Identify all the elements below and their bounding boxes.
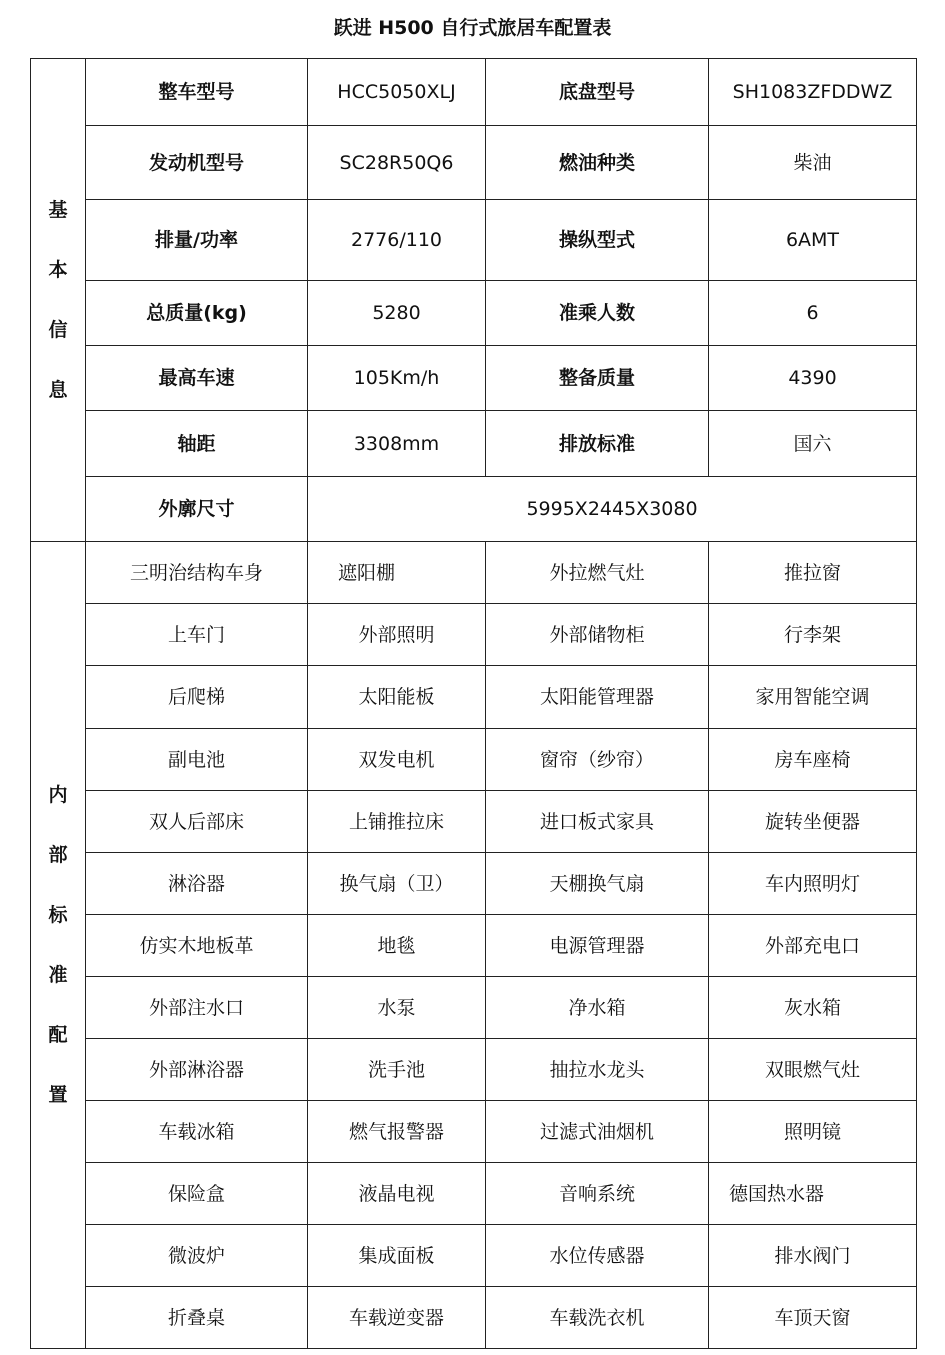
field-value: 柴油 [709, 126, 917, 200]
config-item: 淋浴器 [86, 853, 308, 915]
field-label: 排量/功率 [86, 200, 308, 281]
config-item: 地毯 [308, 915, 486, 977]
section-char: 息 [48, 379, 68, 401]
field-value: 105Km/h [308, 346, 486, 411]
dimension-value: 5995X2445X3080 [308, 477, 917, 542]
field-value: 6 [709, 281, 917, 346]
config-item: 车载冰箱 [86, 1101, 308, 1163]
field-value: 5280 [308, 281, 486, 346]
config-item: 上车门 [86, 604, 308, 666]
field-value: 2776/110 [308, 200, 486, 281]
config-item: 洗手池 [308, 1039, 486, 1101]
config-row [31, 853, 917, 915]
field-label: 最高车速 [86, 346, 308, 411]
section-char: 配 [48, 1024, 68, 1046]
config-item: 车载洗衣机 [486, 1287, 709, 1349]
config-item: 房车座椅 [709, 729, 917, 791]
config-item: 过滤式油烟机 [486, 1101, 709, 1163]
section-char: 基 [48, 199, 68, 221]
field-label: 准乘人数 [486, 281, 709, 346]
config-item: 太阳能管理器 [486, 666, 709, 729]
basic-row [31, 346, 917, 411]
field-label: 燃油种类 [486, 126, 709, 200]
field-value: 国六 [709, 411, 917, 477]
config-row [31, 729, 917, 791]
config-item: 太阳能板 [308, 666, 486, 729]
config-item: 灰水箱 [709, 977, 917, 1039]
config-item: 双人后部床 [86, 791, 308, 853]
config-row [31, 1225, 917, 1287]
config-item: 遮阳棚 [308, 542, 486, 604]
config-row [31, 666, 917, 729]
config-item: 外拉燃气灶 [486, 542, 709, 604]
config-row [31, 542, 917, 604]
config-item: 车顶天窗 [709, 1287, 917, 1349]
basic-row [31, 200, 917, 281]
config-item: 旋转坐便器 [709, 791, 917, 853]
dimension-row [31, 477, 917, 542]
config-item: 外部照明 [308, 604, 486, 666]
section-char: 标 [48, 904, 68, 926]
config-item: 外部充电口 [709, 915, 917, 977]
config-row [31, 1163, 917, 1225]
dimension-label: 外廓尺寸 [86, 477, 308, 542]
section-char: 内 [48, 784, 68, 806]
config-item: 行李架 [709, 604, 917, 666]
field-label: 整备质量 [486, 346, 709, 411]
config-item: 外部注水口 [86, 977, 308, 1039]
field-label: 整车型号 [86, 59, 308, 126]
basic-row [31, 59, 917, 126]
config-item: 抽拉水龙头 [486, 1039, 709, 1101]
config-item: 家用智能空调 [709, 666, 917, 729]
config-item: 水位传感器 [486, 1225, 709, 1287]
field-value: SC28R50Q6 [308, 126, 486, 200]
section-char: 信 [48, 319, 68, 341]
field-label: 总质量(kg) [86, 281, 308, 346]
section-char: 本 [48, 259, 68, 281]
config-item: 微波炉 [86, 1225, 308, 1287]
config-row [31, 1039, 917, 1101]
config-item: 集成面板 [308, 1225, 486, 1287]
config-item: 推拉窗 [709, 542, 917, 604]
field-value: 6AMT [709, 200, 917, 281]
field-value: 3308mm [308, 411, 486, 477]
config-item: 音响系统 [486, 1163, 709, 1225]
config-item: 外部储物柜 [486, 604, 709, 666]
basic-row [31, 411, 917, 477]
config-item: 液晶电视 [308, 1163, 486, 1225]
section-standard-config [31, 542, 86, 1349]
field-value: HCC5050XLJ [308, 59, 486, 126]
config-row [31, 1287, 917, 1349]
config-item: 净水箱 [486, 977, 709, 1039]
config-item: 折叠桌 [86, 1287, 308, 1349]
config-row [31, 1101, 917, 1163]
section-char: 部 [48, 844, 68, 866]
config-item: 双发电机 [308, 729, 486, 791]
config-item: 电源管理器 [486, 915, 709, 977]
config-item: 保险盒 [86, 1163, 308, 1225]
spec-table [30, 58, 917, 1349]
config-row [31, 791, 917, 853]
section-basic-info [31, 59, 86, 542]
field-label: 轴距 [86, 411, 308, 477]
basic-row [31, 281, 917, 346]
field-label: 排放标准 [486, 411, 709, 477]
config-row [31, 915, 917, 977]
config-item: 燃气报警器 [308, 1101, 486, 1163]
config-item: 仿实木地板革 [86, 915, 308, 977]
config-item: 三明治结构车身 [86, 542, 308, 604]
section-char: 置 [48, 1084, 68, 1106]
config-item: 后爬梯 [86, 666, 308, 729]
field-label: 发动机型号 [86, 126, 308, 200]
field-label: 底盘型号 [486, 59, 709, 126]
config-item: 车载逆变器 [308, 1287, 486, 1349]
config-item: 副电池 [86, 729, 308, 791]
config-item: 换气扇（卫） [308, 853, 486, 915]
document-title: 跃进 H500 自行式旅居车配置表 [333, 17, 612, 39]
config-item: 排水阀门 [709, 1225, 917, 1287]
config-item: 照明镜 [709, 1101, 917, 1163]
field-value: SH1083ZFDDWZ [709, 59, 917, 126]
config-item: 双眼燃气灶 [709, 1039, 917, 1101]
basic-row [31, 126, 917, 200]
config-item: 车内照明灯 [709, 853, 917, 915]
config-item: 天棚换气扇 [486, 853, 709, 915]
field-value: 4390 [709, 346, 917, 411]
config-item: 窗帘（纱帘） [486, 729, 709, 791]
field-label: 操纵型式 [486, 200, 709, 281]
section-char: 准 [48, 964, 68, 986]
config-item: 外部淋浴器 [86, 1039, 308, 1101]
config-row [31, 977, 917, 1039]
config-item: 上铺推拉床 [308, 791, 486, 853]
config-item: 进口板式家具 [486, 791, 709, 853]
config-row [31, 604, 917, 666]
config-item: 德国热水器 [709, 1163, 917, 1225]
config-item: 水泵 [308, 977, 486, 1039]
